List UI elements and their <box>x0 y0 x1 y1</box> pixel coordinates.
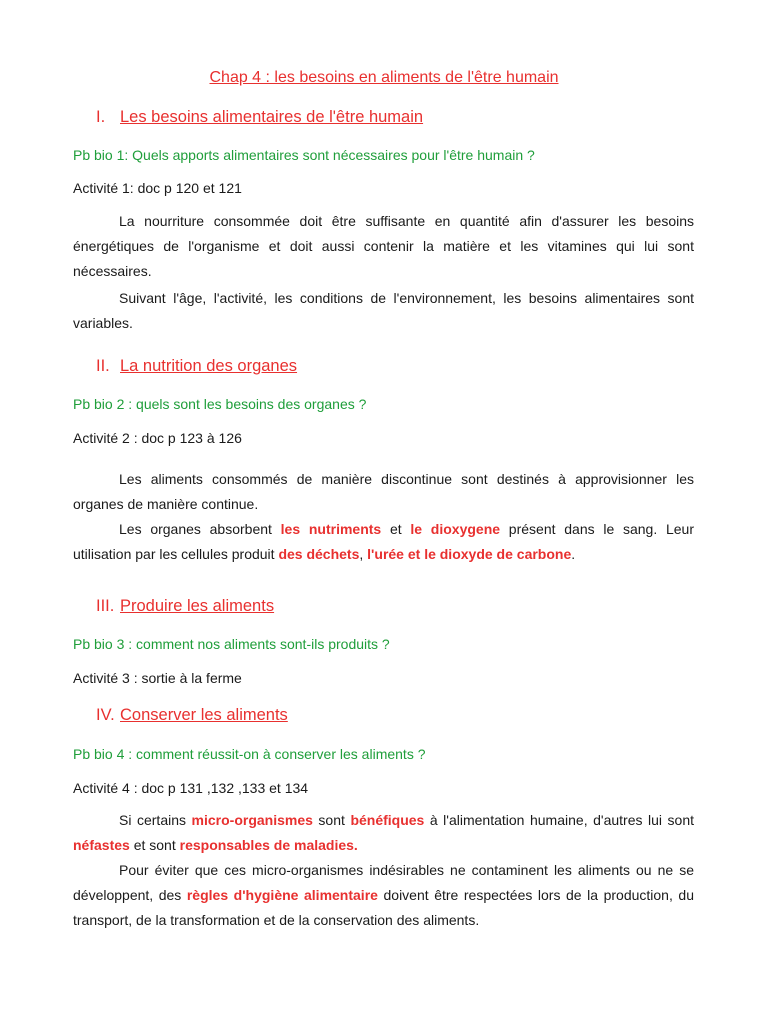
highlight-benefiques: bénéfiques <box>350 812 425 828</box>
section-4-heading <box>96 706 288 725</box>
section-2-problem: Pb bio 2 : quels sont les besoins des organes ? <box>73 396 367 412</box>
section-3-problem: Pb bio 3 : comment nos aliments sont-ils produits ? <box>73 636 390 652</box>
section-4-number: IV. <box>96 706 115 724</box>
highlight-nutriments: les nutriments <box>280 521 382 537</box>
section-1-activity: Activité 1: doc p 120 et 121 <box>73 180 242 196</box>
section-1-title: Les besoins alimentaires de l'être humain <box>120 108 424 126</box>
section-2-number: II. <box>96 357 110 375</box>
highlight-dechets: des déchets <box>278 546 360 562</box>
chapter-title: Chap 4 : les besoins en aliments de l'être humain <box>209 69 559 86</box>
highlight-uree: l'urée et le dioxyde de carbone <box>367 546 572 562</box>
section-4-paragraph-2: Pour éviter que ces micro-organismes indésirables ne contaminent les aliments ou ne se développent, des règles d'hygiène alimentaire doivent être respectées lors de la production, du transport, de la transformation et de la conservation des aliments. <box>73 862 694 928</box>
section-3-number: III. <box>96 597 115 615</box>
section-4-activity: Activité 4 : doc p 131 ,132 ,133 et 134 <box>73 780 309 796</box>
highlight-dioxygene: le dioxygene <box>410 521 501 537</box>
section-2-title: La nutrition des organes <box>120 357 298 375</box>
section-4-problem: Pb bio 4 : comment réussit-on à conserver les aliments ? <box>73 746 426 762</box>
section-1-number: I. <box>96 108 106 126</box>
section-3-title: Produire les aliments <box>120 597 275 615</box>
section-1-heading <box>96 108 423 127</box>
section-2-paragraph-2: Les organes absorbent les nutriments et le dioxygene présent dans le sang. Leur utilisation par les cellules produit des déchets, l'urée et le dioxyde de carbone. <box>73 521 694 562</box>
section-2-heading <box>96 357 297 376</box>
highlight-maladies: responsables de maladies. <box>179 837 358 853</box>
section-2-paragraph-1: Les aliments consommés de manière discontinue sont destinés à approvisionner les organes de manière continue. <box>73 471 694 512</box>
section-1-problem: Pb bio 1: Quels apports alimentaires sont nécessaires pour l'être humain ? <box>73 147 535 163</box>
highlight-nefastes: néfastes <box>73 837 130 853</box>
section-3-heading <box>96 597 274 616</box>
section-4-paragraph-1: Si certains micro-organismes sont bénéfiques à l'alimentation humaine, d'autres lui sont néfastes et sont responsables de maladies. <box>73 812 695 853</box>
section-4-title: Conserver les aliments <box>120 706 288 724</box>
highlight-regles-hygiene: règles d'hygiène alimentaire <box>186 887 378 903</box>
highlight-micro-organismes: micro-organismes <box>191 812 313 828</box>
section-2-activity: Activité 2 : doc p 123 à 126 <box>73 430 242 446</box>
section-3-activity: Activité 3 : sortie à la ferme <box>73 670 242 686</box>
section-1-paragraph-2: Suivant l'âge, l'activité, les conditions de l'environnement, les besoins alimentaires sont variables. <box>73 290 694 331</box>
section-1-paragraph-1: La nourriture consommée doit être suffisante en quantité afin d'assurer les besoins énergétiques de l'organisme et doit aussi contenir la matière et les vitamines qui lui sont nécessaires. <box>73 213 694 279</box>
